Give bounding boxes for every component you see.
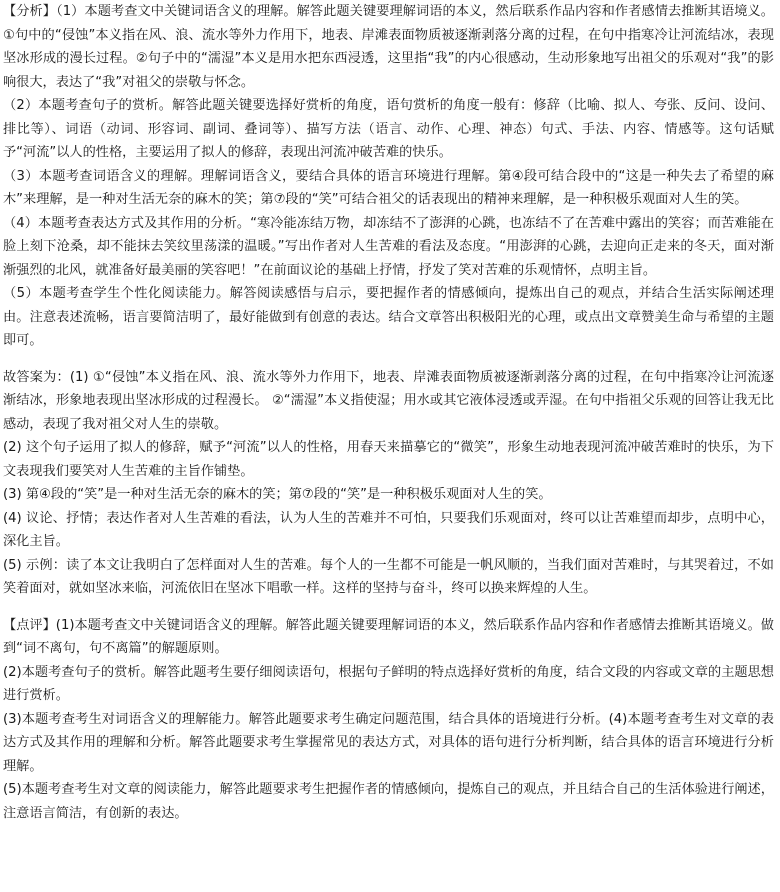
answer-paragraph-2: (2) 这个句子运用了拟人的修辞，赋予“河流”以人的性格，用春天来描摹它的“微笑”，形象生动地表现河流冲破苦难时的快乐，为下文表现我们要笑对人生苦难的主旨作铺垫。 — [3, 440, 774, 479]
answer-paragraph-5: (5) 示例：读了本文让我明白了怎样面对人生的苦难。每个人的一生都不可能是一帆风顺的，当我们面对苦难时，与其哭着过，不如笑着面对，就如坚冰来临，河流依旧在坚冰下唱歌一样。这样的坚持与奋斗，终可以换来辉煌的人生。 — [3, 557, 774, 596]
review-paragraph-1: 【点评】(1)本题考查文中关键词语含义的理解。解答此题关键要理解词语的本义，然后联系作品内容和作者感情去推断其语境义。做到“词不离句，句不离篇”的解题原则。 — [3, 617, 774, 656]
answer-section — [3, 366, 774, 601]
answer-paragraph-3: (3) 第④段的“笑”是一种对生活无奈的麻木的笑；第⑦段的“笑”是一种积极乐观面对人生的笑。 — [3, 487, 552, 502]
analysis-paragraph-1: 【分析】（1）本题考查文中关键词语含义的理解。解答此题关键要理解词语的本义，然后联系作品内容和作者感情去推断其语境义。①句中的“侵蚀”本义指在风、浪、流水等外力作用下，地表、岸滩表面物质被逐渐剥落分离的过程，在句中指寒冷让河流结冰，表现坚冰形成的漫长过程。②句子中的“濡湿”本义是用水把东西浸透，这里指“我”的内心很感动，生动形象地写出祖父的乐观对“我”的影响很大，表达了“我”对祖父的崇敬与怀念。 — [3, 4, 774, 90]
review-paragraph-2: (2)本题考查句子的赏析。解答此题考生要仔细阅读语句，根据句子鲜明的特点选择好赏析的角度，结合文段的内容或文章的主题思想进行赏析。 — [3, 664, 774, 703]
answer-paragraph-4: (4) 议论、抒情；表达作者对人生苦难的看法，认为人生的苦难并不可怕，只要我们乐观面对，终可以让苦难望而却步，点明中心，深化主旨。 — [3, 510, 774, 549]
analysis-section — [3, 0, 774, 353]
analysis-paragraph-4: （4）本题考查表达方式及其作用的分析。“寒冷能冻结万物，却冻结不了澎湃的心跳，也冻结不了在苦难中露出的笑容；而苦难能在脸上刻下沧桑，却不能抹去笑纹里荡漾的温暖。”写出作者对人生苦难的看法及态度。“用澎湃的心跳，去迎向正走来的冬天，面对渐渐强烈的北风，就准备好最美丽的笑容吧！”在前面议论的基础上抒情，抒发了笑对苦难的乐观情怀，点明主旨。 — [3, 215, 774, 278]
review-section — [3, 614, 774, 826]
analysis-paragraph-3: （3）本题考查词语含义的理解。理解词语含义，要结合具体的语言环境进行理解。第④段可结合段中的“这是一种失去了希望的麻木”来理解，是一种对生活无奈的麻木的笑；第⑦段的“笑”可结合祖父的话表现出的精神来理解，是一种积极乐观面对人生的笑。 — [3, 168, 774, 207]
analysis-paragraph-2: （2）本题考查句子的赏析。解答此题关键要选择好赏析的角度，语句赏析的角度一般有：修辞（比喻、拟人、夸张、反问、设问、排比等）、词语（动词、形容词、副词、叠词等）、描写方法（语言、动作、心理、神态）句式、手法、内容、情感等。这句话赋予“河流”以人的性格，主要运用了拟人的修辞，表现出河流冲破苦难的快乐。 — [3, 98, 774, 160]
answer-paragraph-1: 故答案为：(1) ①“侵蚀”本义指在风、浪、流水等外力作用下，地表、岸滩表面物质被逐渐剥落分离的过程，在句中指寒冷让河流逐渐结冰，形象地表现出坚冰形成的过程漫长。 ②“濡湿”本义指使湿；用水或其它液体浸透或弄湿。在句中指祖父乐观的回答让我无比感动，表现了我对祖父对人生的崇敬。 — [3, 369, 774, 432]
review-paragraph-3: (3)本题考查考生对词语含义的理解能力。解答此题要求考生确定问题范围，结合具体的语境进行分析。(4)本题考查考生对文章的表达方式及其作用的理解和分析。解答此题要求考生掌握常见的表达方式，对具体的语句进行分析判断，结合具体的语言环境进行分析理解。 — [3, 711, 774, 774]
review-paragraph-4: (5)本题考查考生对文章的阅读能力，解答此题要求考生把握作者的情感倾向，提炼自己的观点，并且结合自己的生活体验进行阐述，注意语言简洁，有创新的表达。 — [3, 782, 774, 821]
analysis-paragraph-5: （5）本题考查学生个性化阅读能力。解答阅读感悟与启示，要把握作者的情感倾向，提炼出自己的观点，并结合生活实际阐述理由。注意表述流畅，语言要简洁明了，最好能做到有创意的表达。结合文章答出积极阳光的心理，或点出文章赞美生命与希望的主题即可。 — [3, 286, 774, 348]
